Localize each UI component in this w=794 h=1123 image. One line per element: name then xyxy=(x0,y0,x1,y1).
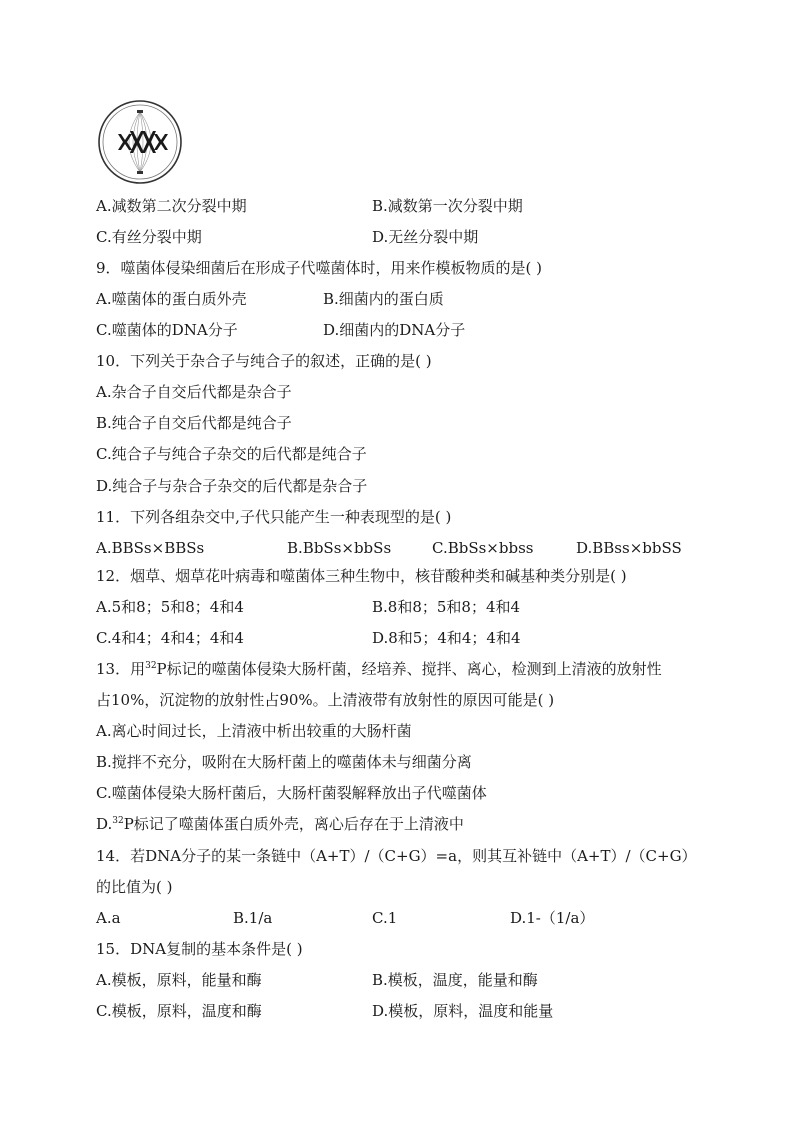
q13-option-d xyxy=(96,814,464,834)
q14-option-d: D.1-（1/a） xyxy=(510,909,595,927)
q10-option-d: D.纯合子与杂合子杂交的后代都是杂合子 xyxy=(96,477,368,495)
q12-option-b: B.8和8；5和8；4和4 xyxy=(372,598,521,616)
q13-option-d-prefix: D. xyxy=(96,815,113,833)
q15-option-d: D.模板，原料，温度和能量 xyxy=(372,1002,554,1020)
q9-option-d: D.细菌内的DNA分子 xyxy=(323,321,466,339)
q13-option-b: B.搅拌不充分，吸附在大肠杆菌上的噬菌体未与细菌分离 xyxy=(96,753,472,771)
q8-option-d: D.无丝分裂中期 xyxy=(372,228,479,246)
cell-division-figure xyxy=(96,98,184,186)
q11-stem: 11．下列各组杂交中,子代只能产生一种表现型的是( ) xyxy=(96,508,452,526)
q14-option-a: A.a xyxy=(96,909,121,927)
q13-stem-text: P标记的噬菌体侵染大肠杆菌，经培养、搅拌、离心，检测到上清液的放射性 xyxy=(156,660,662,678)
q12-option-d: D.8和5；4和4；4和4 xyxy=(372,629,521,647)
q12-option-a: A.5和8；5和8；4和4 xyxy=(96,598,244,616)
q12-stem: 12．烟草、烟草花叶病毒和噬菌体三种生物中，核苷酸种类和碱基种类分别是( ) xyxy=(96,567,627,585)
q11-option-b: B.BbSs×bbSs xyxy=(287,539,392,557)
q12-option-c: C.4和4；4和4；4和4 xyxy=(96,629,244,647)
q15-option-a: A.模板，原料，能量和酶 xyxy=(96,971,262,989)
q11-option-c: C.BbSs×bbss xyxy=(432,539,534,557)
q14-option-b: B.1/a xyxy=(233,909,273,927)
q13-option-a: A.离心时间过长，上清液中析出较重的大肠杆菌 xyxy=(96,722,412,740)
q8-option-c: C.有丝分裂中期 xyxy=(96,228,202,246)
q10-option-c: C.纯合子与纯合子杂交的后代都是纯合子 xyxy=(96,445,367,463)
q8-option-a: A.减数第二次分裂中期 xyxy=(96,197,247,215)
q15-option-b: B.模板，温度，能量和酶 xyxy=(372,971,538,989)
q14-stem-line2: 的比值为( ) xyxy=(96,878,173,896)
q9-option-a: A.噬菌体的蛋白质外壳 xyxy=(96,290,247,308)
q9-option-b: B.细菌内的蛋白质 xyxy=(323,290,444,308)
q13-stem xyxy=(96,659,662,679)
q13-option-d-text: P标记了噬菌体蛋白质外壳，离心后存在于上清液中 xyxy=(123,815,464,833)
q11-option-a: A.BBSs×BBSs xyxy=(96,539,205,557)
q13-stem-line2: 占10%，沉淀物的放射性占90%。上清液带有放射性的原因可能是( ) xyxy=(96,691,555,709)
q13-isotope-superscript: 32 xyxy=(145,661,157,671)
q8-option-b: B.减数第一次分裂中期 xyxy=(372,197,523,215)
q15-option-c: C.模板，原料，温度和酶 xyxy=(96,1002,262,1020)
q13-stem-prefix: 13．用 xyxy=(96,660,146,678)
q13-option-c: C.噬菌体侵染大肠杆菌后，大肠杆菌裂解释放出子代噬菌体 xyxy=(96,784,487,802)
q10-stem: 10．下列关于杂合子与纯合子的叙述，正确的是( ) xyxy=(96,352,432,370)
q15-stem: 15．DNA复制的基本条件是( ) xyxy=(96,940,303,958)
q10-option-a: A.杂合子自交后代都是杂合子 xyxy=(96,383,292,401)
q13-option-d-superscript: 32 xyxy=(112,816,124,826)
q14-option-c: C.1 xyxy=(372,909,398,927)
q9-option-c: C.噬菌体的DNA分子 xyxy=(96,321,238,339)
q11-option-d: D.BBss×bbSS xyxy=(576,539,682,557)
q10-option-b: B.纯合子自交后代都是纯合子 xyxy=(96,414,292,432)
q9-stem: 9．噬菌体侵染细菌后在形成子代噬菌体时，用来作模板物质的是( ) xyxy=(96,259,543,277)
q14-stem: 14．若DNA分子的某一条链中（A+T）/（C+G）=a，则其互补链中（A+T）/（C+G） xyxy=(96,847,697,865)
